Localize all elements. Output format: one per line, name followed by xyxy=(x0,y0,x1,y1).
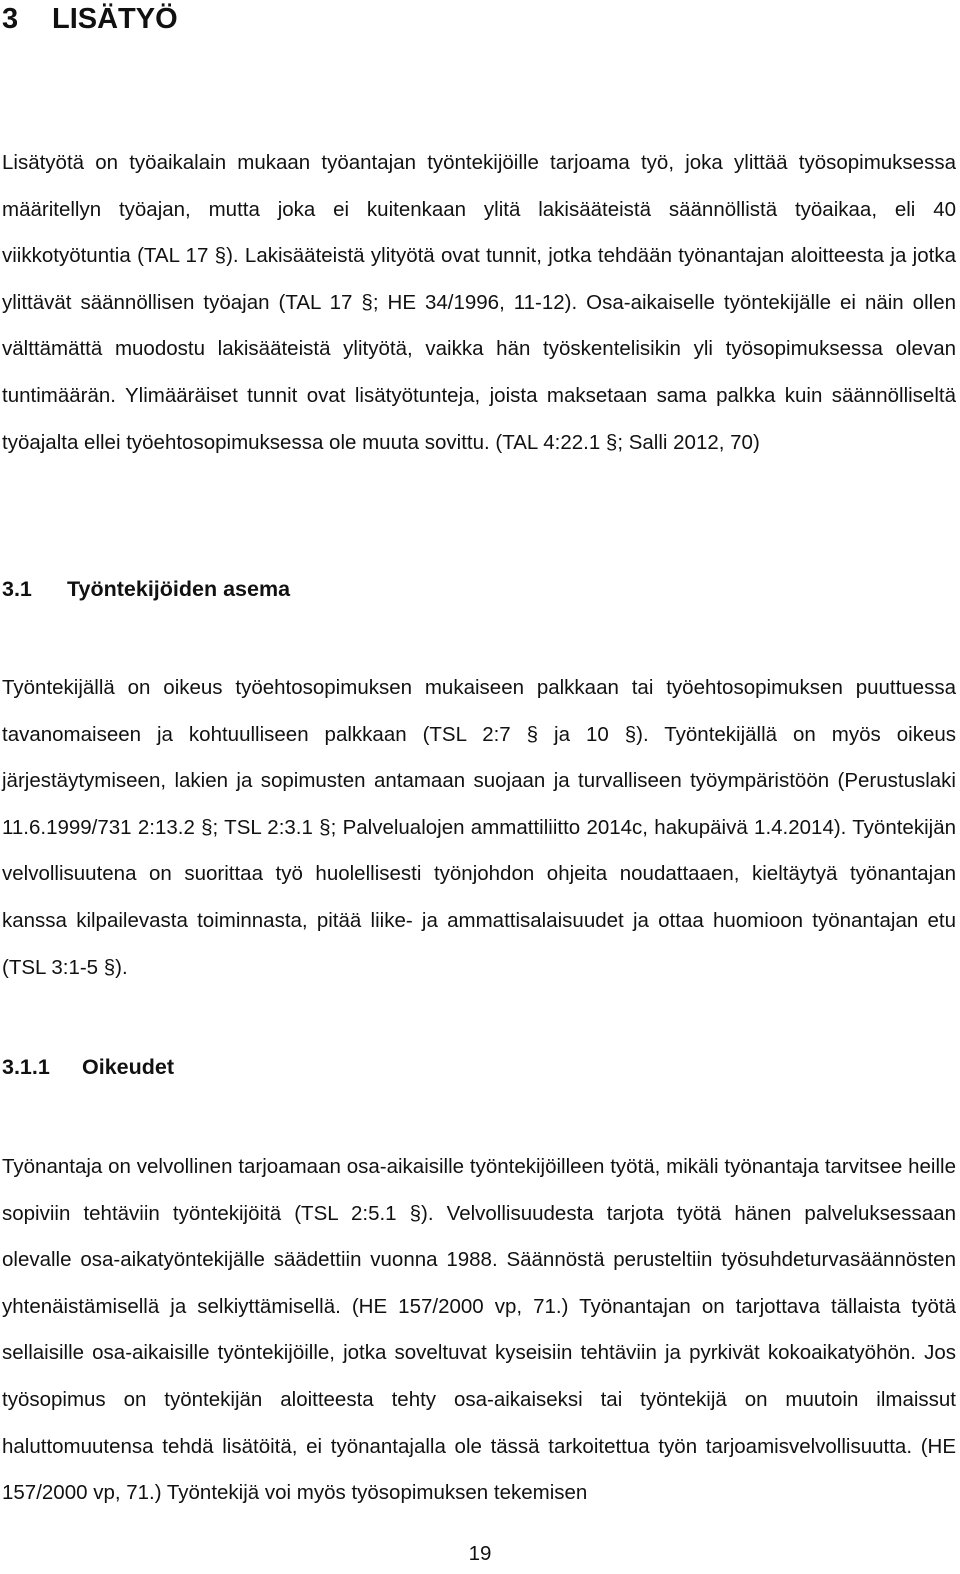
subsection-title: Oikeudet xyxy=(82,1055,174,1079)
section-heading-oikeudet xyxy=(2,1052,174,1082)
page-number: 19 xyxy=(468,1542,492,1565)
section-number: 3.1 xyxy=(2,577,32,601)
chapter-title: LISÄTYÖ xyxy=(52,3,178,35)
chapter-heading xyxy=(2,0,178,38)
paragraph-tyontekijan-asema: Työntekijällä on oikeus työehtosopimuksen mukaiseen palkkaan tai työehtosopimuksen puuttuessa tavanomaiseen ja kohtuulliseen palkkaan (TSL 2:7 § ja 10 §). Työntekijällä on myös oikeus järjestäytymiseen, lakien ja sopimusten antamaan suojaan ja turvalliseen työympäristöön (Perustuslaki 11.6.1999/731 2:13.2 §; TSL 2:3.1 §; Palvelualojen ammattiliitto 2014c, hakupäivä 1.4.2014). Työntekijän velvollisuutena on suorittaa työ huolellisesti työnjohdon ohjeita noudattaaen, kieltäytyä työnantajan kanssa kilpailevasta toiminnasta, pitää liike- ja ammattisalaisuudet ja ottaa huomioon työnantajan etu (TSL 3:1-5 §). xyxy=(2,676,956,979)
paragraph-oikeudet: Työnantaja on velvollinen tarjoamaan osa-aikaisille työntekijöilleen työtä, mikäli työnantaja tarvitsee heille sopiviin tehtäviin työntekijöitä (TSL 2:5.1 §). Velvollisuudesta tarjota työtä hänen palveluksessaan olevalle osa-aikatyöntekijälle säädettiin vuonna 1988. Säännöstä perusteltiin työsuhdeturvasäännösten yhtenäistämisellä ja selkiyttämisellä. (HE 157/2000 vp, 71.) Työnantajan on tarjottava tällaista työtä sellaisille osa-aikaisille työntekijöille, jotka soveltuvat kyseisiin tehtäviin ja pyrkivät kokoaikatyöhön. Jos työsopimus on työntekijän aloitteesta tehty osa-aikaiseksi tai työntekijä on muutoin ilmaissut haluttomuutensa tehdä lisätöitä, ei työnantajalla ole tässä tarkoitettua työn tarjoamisvelvollisuutta. (HE 157/2000 vp, 71.) Työntekijä voi myös työsopimuksen tekemisen xyxy=(2,1155,956,1505)
section-heading-tyontekijoiden-asema xyxy=(2,574,290,604)
subsection-number: 3.1.1 xyxy=(2,1055,50,1079)
section-title: Työntekijöiden asema xyxy=(67,577,291,601)
paragraph-lisatyo: Lisätyötä on työaikalain mukaan työantajan työntekijöille tarjoama työ, joka ylittää työsopimuksessa määritellyn työajan, mutta joka ei kuitenkaan ylitä lakisääteistä säännöllistä työaikaa, eli 40 viikkotyötuntia (TAL 17 §). Lakisääteistä ylityötä ovat tunnit, jotka tehdään työnantajan aloitteesta ja jotka ylittävät säännöllisen työajan (TAL 17 §; HE 34/1996, 11-12). Osa-aikaiselle työntekijälle ei näin ollen välttämättä muodostu lakisääteistä ylityötä, vaikka hän työskentelisikin yli työsopimuksessa olevan tuntimäärän. Ylimääräiset tunnit ovat lisätyötunteja, joista maksetaan sama palkka kuin säännölliseltä työajalta ellei työehtosopimuksessa ole muuta sovittu. (TAL 4:22.1 §; Salli 2012, 70) xyxy=(2,151,956,454)
chapter-number: 3 xyxy=(2,3,19,35)
